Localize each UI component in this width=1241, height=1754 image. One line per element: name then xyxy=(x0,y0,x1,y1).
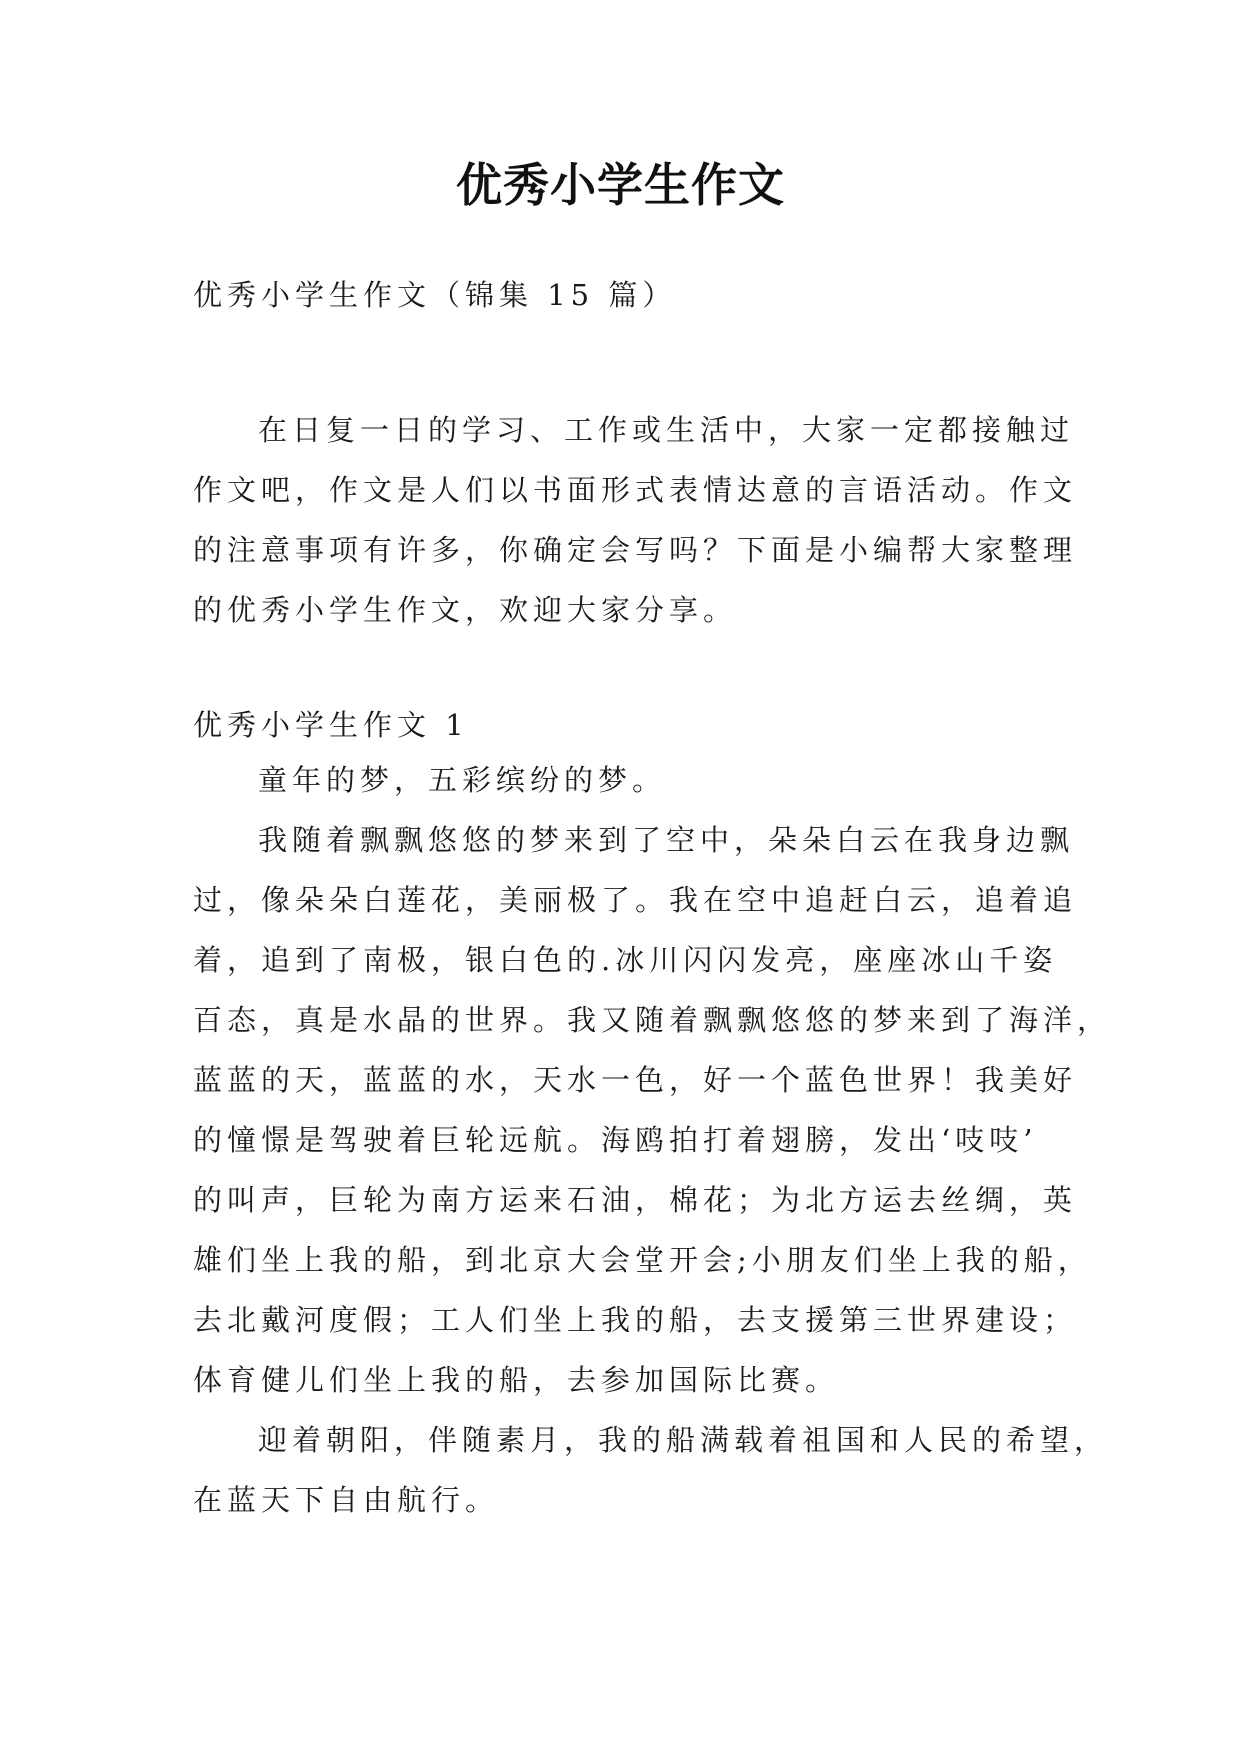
intro-line: 在日复一日的学习、工作或生活中，大家一定都接触过 xyxy=(258,413,1075,447)
essay-line: 的叫声，巨轮为南方运来石油，棉花；为北方运去丝绸，英 xyxy=(193,1183,1078,1217)
essay-line: 过，像朵朵白莲花，美丽极了。我在空中追赶白云，追着追 xyxy=(193,883,1078,917)
essay-line: 迎着朝阳，伴随素月，我的船满载着祖国和人民的希望， xyxy=(258,1423,1109,1457)
essay-line: 着，追到了南极，银白色的.冰川闪闪发亮，座座冰山千姿 xyxy=(193,943,1058,977)
essay-line: 去北戴河度假；工人们坐上我的船，去支援第三世界建设； xyxy=(193,1303,1078,1337)
intro-line: 的优秀小学生作文，欢迎大家分享。 xyxy=(193,593,738,627)
essay-line: 在蓝天下自由航行。 xyxy=(193,1483,500,1517)
page-title: 优秀小学生作文 xyxy=(456,158,785,212)
intro-line: 作文吧，作文是人们以书面形式表情达意的言语活动。作文 xyxy=(193,473,1078,507)
essay-body xyxy=(193,750,1112,1530)
essay-line: 童年的梦，五彩缤纷的梦。 xyxy=(258,763,667,797)
essay-line: 我随着飘飘悠悠的梦来到了空中，朵朵白云在我身边飘 xyxy=(258,823,1075,857)
essay-line: 百态，真是水晶的世界。我又随着飘飘悠悠的梦来到了海洋， xyxy=(193,1003,1112,1037)
essay-line: 体育健儿们坐上我的船，去参加国际比赛。 xyxy=(193,1363,840,1397)
essay-line: 的憧憬是驾驶着巨轮远航。海鸥拍打着翅膀，发出‘吱吱’ xyxy=(193,1123,1038,1157)
intro-line: 的注意事项有许多，你确定会写吗？下面是小编帮大家整理 xyxy=(193,533,1078,567)
intro-paragraph xyxy=(193,400,1078,640)
essay-line: 雄们坐上我的船，到北京大会堂开会;小朋友们坐上我的船， xyxy=(193,1243,1092,1277)
essay-line: 蓝蓝的天，蓝蓝的水，天水一色，好一个蓝色世界！我美好 xyxy=(193,1063,1078,1097)
document-subtitle: 优秀小学生作文（锦集 15 篇） xyxy=(193,278,677,312)
section-heading: 优秀小学生作文 1 xyxy=(193,708,469,742)
